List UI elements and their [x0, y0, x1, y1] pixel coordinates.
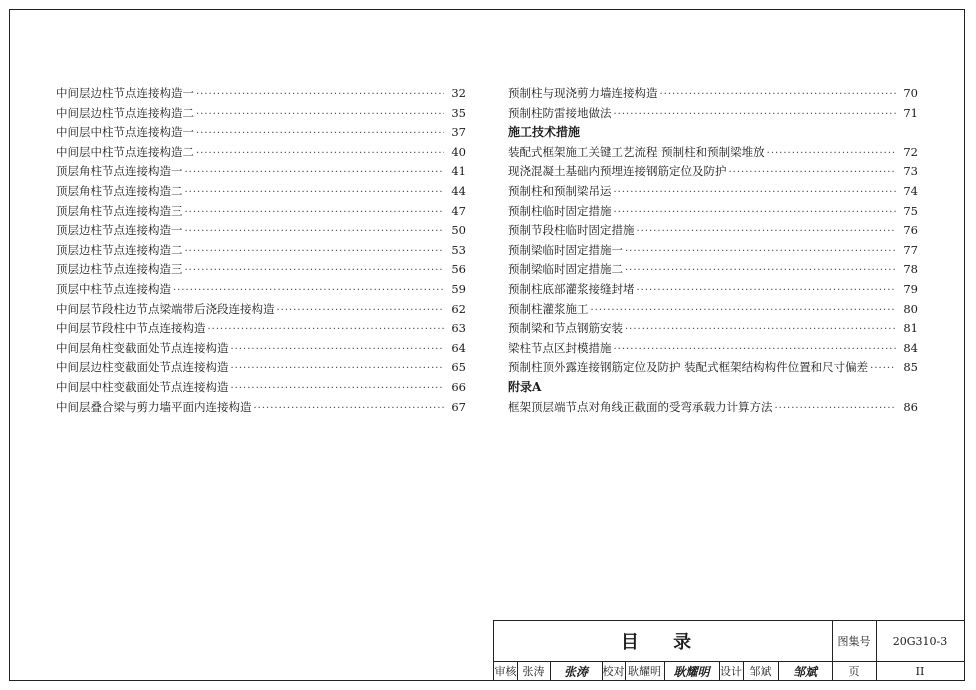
toc-entry-page: 37: [451, 125, 466, 140]
toc-entry-title: 中间层中柱节点连接构造二: [56, 144, 194, 159]
toc-dot-leader: [196, 85, 444, 105]
toc-entry-page: 63: [451, 321, 466, 336]
toc-entry-title: 中间层中柱变截面处节点连接构造: [56, 379, 229, 394]
toc-entry[interactable]: [56, 358, 466, 378]
toc-entry[interactable]: [508, 280, 918, 300]
toc-entry[interactable]: [56, 84, 466, 104]
toc-entry-title: 中间层边柱变截面处节点连接构造: [56, 360, 229, 375]
toc-entry-page: 86: [903, 399, 918, 414]
toc-right-column: [508, 84, 918, 417]
toc-entry-page: 73: [903, 164, 918, 179]
toc-entry-title: 顶层边柱节点连接构造二: [56, 242, 183, 257]
toc-entry-page: 71: [903, 105, 918, 120]
toc-section-heading: [508, 378, 918, 398]
toc-entry-page: 50: [451, 223, 466, 238]
toc-entry[interactable]: [508, 104, 918, 124]
toc-entry-title: 预制柱防雷接地做法: [508, 105, 612, 120]
toc-entry-page: 59: [451, 281, 466, 296]
toc-dot-leader: [625, 242, 896, 262]
toc-entry-page: 44: [451, 183, 466, 198]
toc-dot-leader: [196, 144, 444, 164]
toc-entry-page: 35: [451, 105, 466, 120]
toc-entry-page: 70: [903, 86, 918, 100]
toc-entry[interactable]: [508, 398, 918, 418]
toc-entry-page: 77: [903, 242, 918, 257]
toc-dot-leader: [614, 203, 897, 223]
toc-dot-leader: [729, 163, 897, 183]
toc-dot-leader: [637, 222, 897, 242]
toc-entry-page: 84: [903, 340, 918, 355]
toc-dot-leader: [625, 261, 896, 281]
toc-dot-leader: [185, 163, 445, 183]
toc-dot-leader: [591, 301, 897, 321]
checker-name: 耿耀明: [628, 665, 661, 678]
toc-dot-leader: [870, 359, 896, 379]
toc-entry-page: 41: [451, 164, 466, 179]
toc-entry-title: 预制柱灌浆施工: [508, 301, 589, 316]
drawing-title: 目 录: [620, 632, 706, 653]
toc-entry-title: 现浇混凝土基础内预埋连接钢筋定位及防护: [508, 164, 727, 179]
toc-dot-leader: [614, 105, 897, 125]
toc-entry-title: 中间层节段柱中节点连接构造: [56, 321, 206, 336]
toc-entry-page: 65: [451, 360, 466, 375]
reviewer-signature: 张涛: [563, 664, 588, 679]
toc-dot-leader: [767, 144, 896, 164]
toc-entry-page: 66: [451, 379, 466, 394]
toc-entry-title: 中间层边柱节点连接构造一: [56, 86, 194, 100]
toc-entry-page: 53: [451, 242, 466, 257]
toc-entry-title: 中间层叠合梁与剪力墙平面内连接构造: [56, 399, 252, 414]
toc-entry[interactable]: [508, 221, 918, 241]
toc-entry[interactable]: [56, 104, 466, 124]
toc-entry-page: 85: [903, 360, 918, 375]
toc-entry[interactable]: [508, 358, 918, 378]
toc-entry-title: 顶层角柱节点连接构造三: [56, 203, 183, 218]
toc-dot-leader: [185, 203, 445, 223]
toc-dot-leader: [660, 85, 897, 105]
toc-entry[interactable]: [56, 182, 466, 202]
toc-entry[interactable]: [508, 339, 918, 359]
atlas-number-label: 图集号: [837, 635, 871, 648]
toc-entry-title: 施工技术措施: [508, 125, 581, 140]
toc-entry-title: 预制柱临时固定措施: [508, 203, 612, 218]
check-label: 校对: [602, 665, 625, 678]
toc-dot-leader: [231, 340, 445, 360]
toc-entry[interactable]: [508, 143, 918, 163]
toc-entry-title: 预制梁临时固定措施一: [508, 242, 623, 257]
toc-dot-leader: [196, 124, 444, 144]
toc-dot-leader: [231, 379, 445, 399]
toc-dot-leader: [231, 359, 445, 379]
toc-entry[interactable]: [56, 280, 466, 300]
toc-dot-leader: [637, 281, 897, 301]
toc-dot-leader: [614, 183, 897, 203]
toc-entry-title: 顶层边柱节点连接构造三: [56, 262, 183, 277]
toc-entry-title: 预制梁和节点钢筋安装: [508, 321, 623, 336]
toc-entry-title: 中间层中柱节点连接构造一: [56, 125, 194, 140]
toc-dot-leader: [625, 320, 896, 340]
toc-entry-page: 47: [451, 203, 466, 218]
toc-entry-title: 预制节段柱临时固定措施: [508, 223, 635, 238]
toc-entry[interactable]: [56, 202, 466, 222]
toc-entry-title: 顶层中柱节点连接构造: [56, 281, 171, 296]
toc-entry-page: 32: [451, 86, 466, 100]
toc-dot-leader: [173, 281, 444, 301]
toc-left-column: [56, 84, 466, 417]
toc-entry-title: 中间层节段柱边节点梁端带后浇段连接构造: [56, 301, 275, 316]
toc-entry[interactable]: [508, 300, 918, 320]
designer-name: 邹斌: [749, 665, 772, 678]
toc-entry-title: 梁柱节点区封模措施: [508, 340, 612, 355]
toc-entry-page: 81: [903, 321, 918, 336]
toc-entry-page: 74: [903, 183, 918, 198]
atlas-number: 20G310-3: [892, 634, 948, 648]
toc-entry[interactable]: [508, 241, 918, 261]
toc-entry-title: 预制柱底部灌浆接缝封堵: [508, 281, 635, 296]
review-label: 审核: [494, 665, 517, 678]
toc-dot-leader: [254, 399, 445, 419]
toc-entry-title: 预制柱和预制梁吊运: [508, 183, 612, 198]
toc-entry-title: 顶层边柱节点连接构造一: [56, 223, 183, 238]
toc-entry[interactable]: [56, 319, 466, 339]
toc-entry[interactable]: [56, 241, 466, 261]
toc-entry-title: 中间层角柱变截面处节点连接构造: [56, 340, 229, 355]
toc-entry[interactable]: [56, 398, 466, 418]
toc-entry[interactable]: [56, 162, 466, 182]
toc-entry-page: 76: [903, 223, 918, 238]
toc-entry-page: 56: [451, 262, 466, 277]
toc-entry[interactable]: [508, 202, 918, 222]
toc-entry-title: 装配式框架施工关键工艺流程 预制柱和预制梁堆放: [508, 144, 765, 159]
design-label: 设计: [720, 665, 742, 678]
reviewer-name: 张涛: [522, 665, 545, 678]
toc-entry[interactable]: [508, 260, 918, 280]
toc-entry[interactable]: [508, 319, 918, 339]
title-block: [493, 620, 965, 681]
toc-entry[interactable]: [508, 84, 918, 104]
toc-dot-leader: [614, 340, 897, 360]
toc-entry[interactable]: [56, 339, 466, 359]
toc-entry-page: 62: [451, 301, 466, 316]
toc-entry-page: 40: [451, 144, 466, 159]
toc-entry-page: 78: [903, 262, 918, 277]
toc-entry-title: 预制柱与现浇剪力墙连接构造: [508, 86, 658, 100]
toc-entry[interactable]: [508, 162, 918, 182]
toc-dot-leader: [185, 222, 445, 242]
toc-entry-page: 64: [451, 340, 466, 355]
toc-entry-title: 顶层角柱节点连接构造二: [56, 183, 183, 198]
toc-entry[interactable]: [56, 123, 466, 143]
toc-entry-page: 75: [903, 203, 918, 218]
toc-entry-title: 顶层角柱节点连接构造一: [56, 164, 183, 179]
toc-entry[interactable]: [56, 378, 466, 398]
designer-signature: 邹斌: [792, 664, 817, 679]
toc-entry-title: 附录A: [508, 379, 542, 394]
toc-entry[interactable]: [56, 260, 466, 280]
toc-entry[interactable]: [56, 300, 466, 320]
toc-entry[interactable]: [56, 221, 466, 241]
toc-entry-title: 框架顶层端节点对角线正截面的受弯承载力计算方法: [508, 399, 773, 414]
toc-entry-title: 中间层边柱节点连接构造二: [56, 105, 194, 120]
toc-dot-leader: [196, 105, 444, 125]
toc-dot-leader: [775, 399, 897, 419]
toc-entry[interactable]: [56, 143, 466, 163]
toc-section-heading: [508, 123, 918, 143]
toc-entry-title: 预制梁临时固定措施二: [508, 262, 623, 277]
page-label: 页: [848, 665, 860, 678]
toc-entry-page: 80: [903, 301, 918, 316]
page-number: II: [915, 664, 925, 678]
toc-entry-title: 预制柱顶外露连接钢筋定位及防护 装配式框架结构构件位置和尺寸偏差: [508, 360, 869, 375]
checker-signature: 耿耀明: [673, 664, 710, 679]
toc-entry-page: 79: [903, 281, 918, 296]
toc-entry-page: 67: [451, 399, 466, 414]
toc-entry[interactable]: [508, 182, 918, 202]
toc-dot-leader: [185, 242, 445, 262]
toc-dot-leader: [277, 301, 445, 321]
toc-dot-leader: [185, 261, 445, 281]
toc-dot-leader: [185, 183, 445, 203]
toc-dot-leader: [208, 320, 445, 340]
toc-entry-page: 72: [903, 144, 918, 159]
